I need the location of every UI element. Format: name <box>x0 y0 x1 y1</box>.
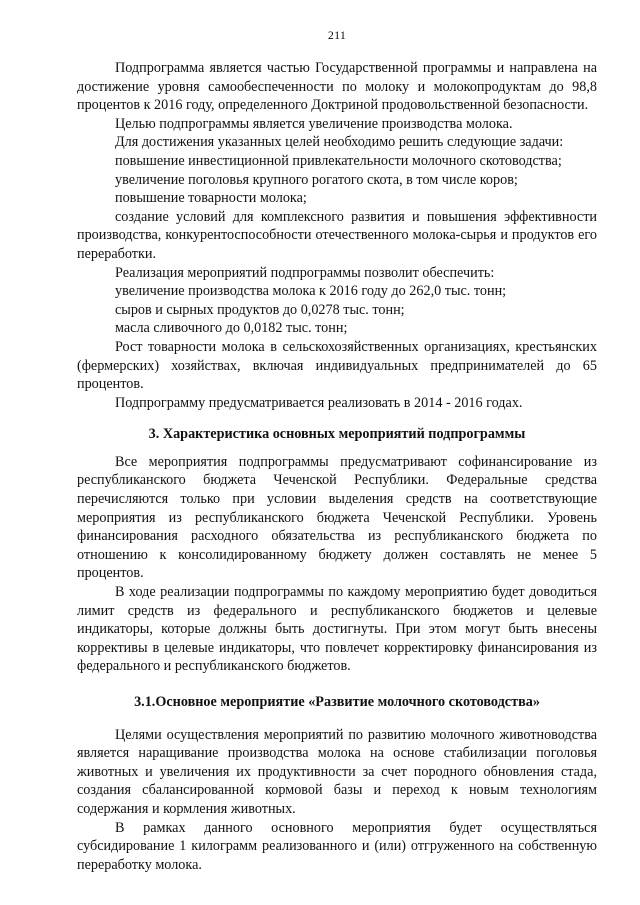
page-number: 211 <box>327 28 347 42</box>
task-item-4: создание условий для комплексного развития и повышения эффективности производства, конкурентоспособности отечественного молока-сырья и продуктов его переработки. <box>77 208 597 262</box>
intro-goal-paragraph: Целью подпрограммы является увеличение производства молока. <box>115 115 513 132</box>
intro-paragraph-1: Подпрограмма является частью Государственной программы и направлена на достижение уровня самообеспеченности по молоку и молокопродуктам до 98,8 процентов к 2016 году, определенного Доктриной продовольственной безопасности. <box>77 60 597 114</box>
result-item-2: сыров и сырных продуктов до 0,0278 тыс. тонн; <box>115 301 405 318</box>
task-item-1: повышение инвестиционной привлекательности молочного скотоводства; <box>115 152 562 169</box>
section-3-1-paragraph-2: В рамках данного основного мероприятия будет осуществляться субсидирование 1 килограмм реализованного и (или) отгруженного на собственную переработку молока. <box>77 819 597 873</box>
intro-tasks-lead: Для достижения указанных целей необходимо решить следующие задачи: <box>115 134 564 151</box>
result-item-3: масла сливочного до 0,0182 тыс. тонн; <box>115 320 348 337</box>
section-3-1-heading: 3.1.Основное мероприятие «Развитие молочного скотоводства» <box>134 694 540 710</box>
section-3-paragraph-2: В ходе реализации подпрограммы по каждому мероприятию будет доводиться лимит средств из федерального и республиканского бюджетов и целевые индикаторы, которые должны быть достигнуты. При этом могут быть внесены коррективы в целевые индикаторы, что повлечет корректировку финансирования из федерального и республиканского бюджетов. <box>77 584 597 675</box>
result-item-4: Рост товарности молока в сельскохозяйственных организациях, крестьянских (фермерских) хозяйствах, включая индивидуальных предпринимателей до 65 процентов. <box>77 338 597 393</box>
section-3-heading: 3. Характеристика основных мероприятий подпрограммы <box>148 426 526 443</box>
section-3-paragraph-1: Все мероприятия подпрограммы предусматривают софинансирование из республиканского бюджета Чеченской Республики. Федеральные средства перечисляются только при условии выделения средств на соответствующие мероприятия из республиканского бюджета Чеченской Республики. Уровень финансирования расходного обязательства из республиканского бюджета по отношению к консолидированному бюджету должен составлять не менее 5 процентов. <box>77 453 597 582</box>
task-item-2: увеличение поголовья крупного рогатого скота, в том числе коров; <box>115 171 518 188</box>
result-item-1: увеличение производства молока к 2016 году до 262,0 тыс. тонн; <box>115 283 507 300</box>
intro-period-paragraph: Подпрограмму предусматривается реализовать в 2014 - 2016 годах. <box>115 394 523 411</box>
intro-results-lead: Реализация мероприятий подпрограммы позволит обеспечить: <box>115 264 495 281</box>
document-page <box>77 28 597 874</box>
task-item-3: повышение товарности молока; <box>115 190 307 207</box>
section-3-1-paragraph-1: Целями осуществления мероприятий по развитию молочного животноводства является наращивание производства молока на основе стабилизации поголовья животных и увеличения их продуктивности за счет породного обновления стада, создания сбалансированной кормовой базы и переход к новым технологиям содержания и кормления животных. <box>77 726 597 817</box>
